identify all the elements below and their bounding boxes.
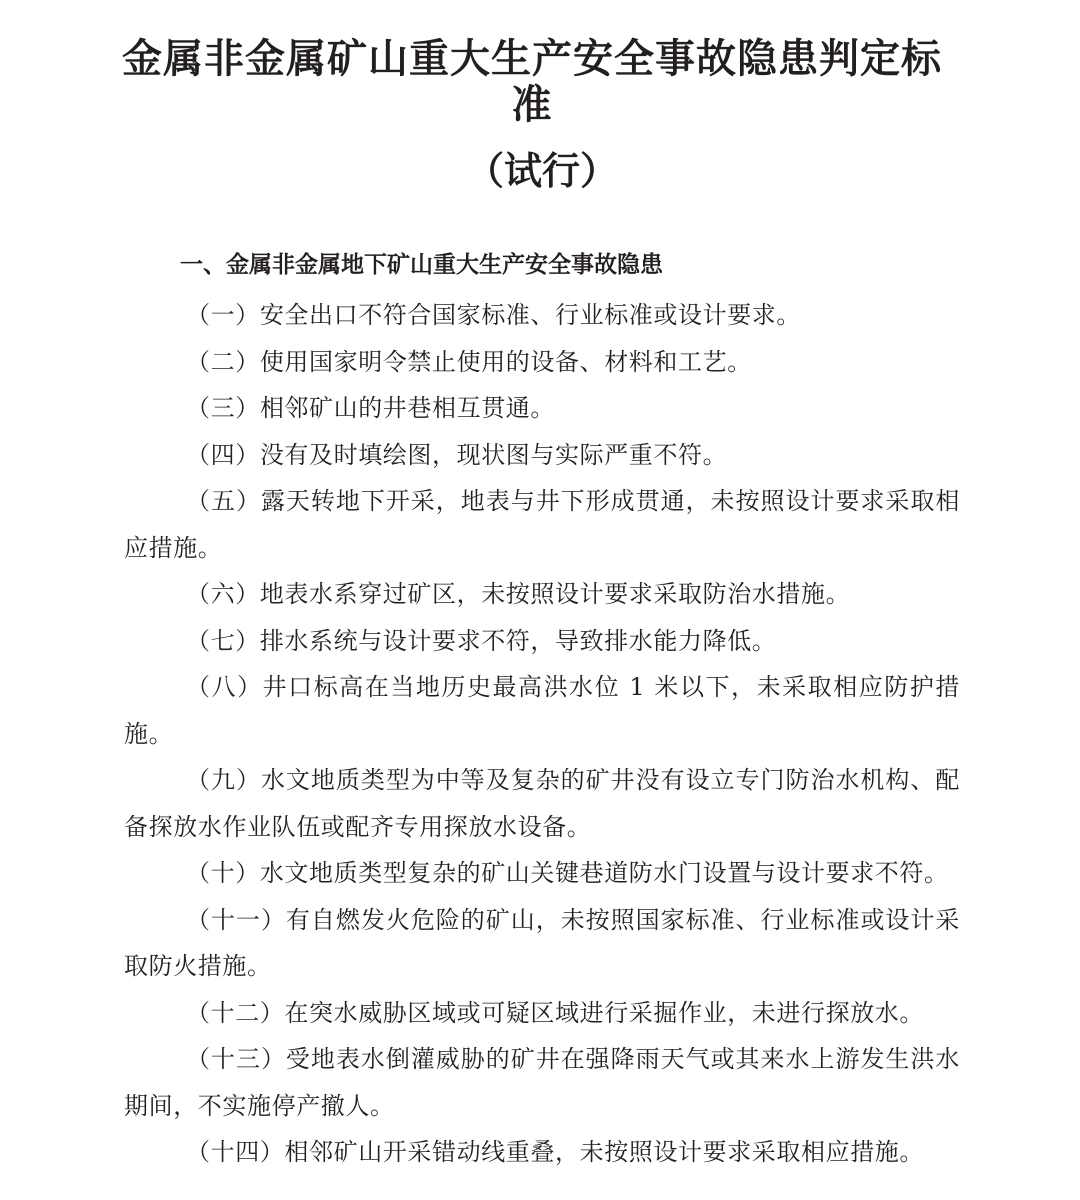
item-text: 排水系统与设计要求不符，导致排水能力降低。 <box>259 626 777 655</box>
item-number: （十三） <box>186 1045 286 1073</box>
item-number: （九） <box>186 766 261 794</box>
item-text: 相邻矿山开采错动线重叠，未按照设计要求采取相应措施。 <box>284 1138 925 1166</box>
list-item <box>124 850 960 897</box>
item-list <box>124 292 960 1176</box>
list-item <box>124 478 960 571</box>
list-item <box>124 339 960 386</box>
item-number: （十二） <box>186 998 285 1027</box>
item-number: （六） <box>186 580 260 608</box>
list-item <box>124 664 960 757</box>
list-item <box>124 432 960 479</box>
item-text: 地表水系穿过矿区，未按照设计要求采取防治水措施。 <box>259 580 851 608</box>
item-number: （二） <box>186 347 260 376</box>
document-title: 金属非金属矿山重大生产安全事故隐患判定标准 <box>122 36 942 128</box>
section-heading: 一、金属非金属地下矿山重大生产安全事故隐患 <box>180 252 663 278</box>
list-item <box>124 1129 960 1176</box>
title-block <box>124 0 960 194</box>
list-item <box>124 618 960 665</box>
item-number: （五） <box>186 487 261 515</box>
list-item <box>124 571 960 618</box>
list-item <box>124 990 960 1037</box>
item-text: 水文地质类型为中等及复杂的矿井没有设立专门防治水机构、配备探放水作业队伍或配齐专用探放水设备。 <box>124 766 960 841</box>
item-text: 安全出口不符合国家标准、行业标准或设计要求。 <box>259 301 802 329</box>
item-number: （一） <box>186 301 260 329</box>
item-text: 在突水威胁区域或可疑区域进行采掘作业，未进行探放水。 <box>284 998 925 1027</box>
list-item <box>124 292 960 339</box>
item-text: 露天转地下开采，地表与井下形成贯通，未按照设计要求采取相应措施。 <box>124 487 960 562</box>
item-text: 有自燃发火危险的矿山，未按照国家标准、行业标准或设计采取防火措施。 <box>124 905 960 980</box>
item-text: 井口标高在当地历史最高洪水位 1 米以下，未采取相应防护措施。 <box>124 673 960 748</box>
document-subtitle: （试行） <box>465 149 618 193</box>
item-text: 使用国家明令禁止使用的设备、材料和工艺。 <box>259 347 752 376</box>
item-number: （四） <box>186 440 260 469</box>
item-number: （十一） <box>186 905 286 934</box>
item-number: （三） <box>186 394 260 422</box>
list-item <box>124 385 960 432</box>
item-number: （八） <box>186 673 263 701</box>
item-number: （十） <box>186 859 260 887</box>
list-item <box>124 757 960 850</box>
list-item <box>124 897 960 990</box>
list-item <box>124 1036 960 1129</box>
item-text: 水文地质类型复杂的矿山关键巷道防水门设置与设计要求不符。 <box>259 859 949 887</box>
item-number: （七） <box>186 626 260 655</box>
item-text: 相邻矿山的井巷相互贯通。 <box>259 394 556 422</box>
item-text: 没有及时填绘图，现状图与实际严重不符。 <box>259 440 728 469</box>
item-number: （十四） <box>186 1138 285 1166</box>
item-text: 受地表水倒灌威胁的矿井在强降雨天气或其来水上游发生洪水期间，不实施停产撤人。 <box>124 1045 960 1120</box>
